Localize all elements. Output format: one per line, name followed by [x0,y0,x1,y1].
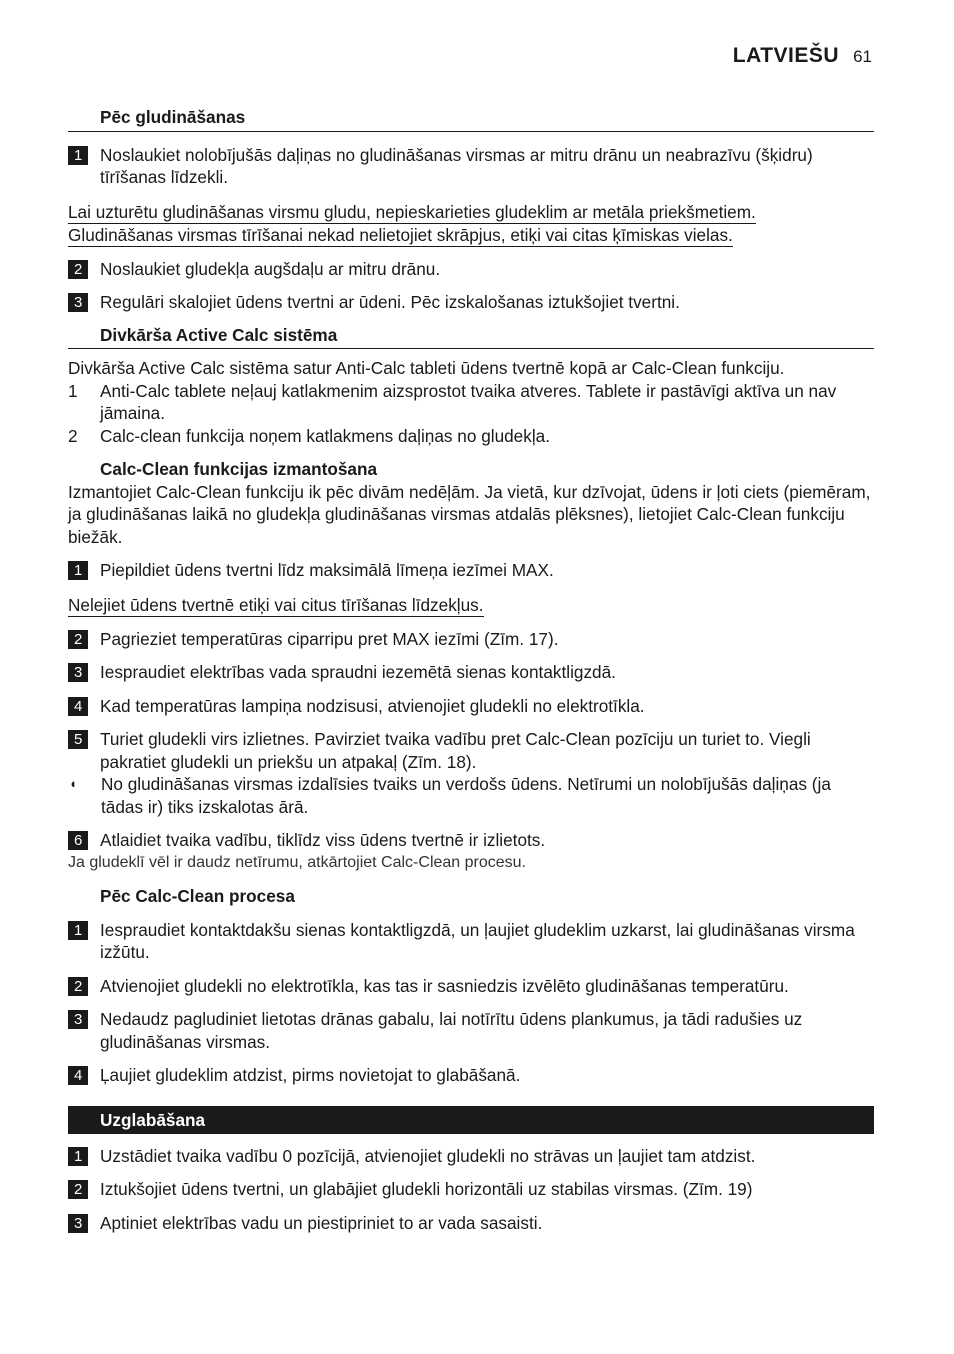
step-text: Piepildiet ūdens tvertni līdz maksimālā līmeņa iezīmei MAX. [100,560,554,580]
step-number: 3 [68,293,88,312]
section-title-after-ironing: Pēc gludināšanas [68,106,874,132]
step-item [68,919,874,964]
step-number: 4 [68,1066,88,1085]
page-content [68,106,874,1234]
step-number: 3 [68,1010,88,1029]
warning-note [68,594,874,617]
step-item [68,291,874,314]
step-number: 1 [68,1147,88,1166]
step-item [68,975,874,998]
paragraph: Izmantojiet Calc-Clean funkciju ik pēc divām nedēļām. Ja vietā, kur dzīvojat, ūdens ir ļoti ciets (piemēram, ja gludināšanas laikā no gludekļa gludināšanas virsmas atdalās plēksnes), lietojiet Calc-Clean funkciju biežāk. [68,481,871,547]
paragraph: Divkārša Active Calc sistēma satur Anti-Calc tableti ūdens tvertnē kopā ar Calc-Clean funkciju. [68,358,785,378]
list-text: Calc-clean funkcija noņem katlakmens daļiņas no gludekļa. [100,425,550,446]
step-number: 1 [68,146,88,165]
step-text: Atlaidiet tvaika vadību, tiklīdz viss ūdens tvertnē ir izlietots. [100,830,546,850]
page-header [733,44,872,68]
step-number: 5 [68,730,88,749]
step-item [68,661,874,684]
arrow-bullet-icon: ◖ [69,776,77,791]
step-text: Iztukšojiet ūdens tvertni, un glabājiet gludekli horizontāli uz stabilas virsmas. (Zīm. 19) [100,1179,753,1199]
step-item [68,695,874,718]
step-text: Aptiniet elektrības vadu un piestipriniet to ar vada sasaisti. [100,1212,543,1233]
result-item [68,773,874,818]
warning-note [68,201,874,247]
step-item [68,144,874,189]
step-text: Iespraudiet kontaktdakšu sienas kontaktligzdā, un ļaujiet gludeklim uzkarst, lai gludināšanas virsma izžūtu. [100,919,855,962]
step-item [68,1212,874,1235]
list-text: Anti-Calc tablete neļauj katlakmenim aizsprostot tvaika atveres. Tablete ir pastāvīgi aktīva un nav jāmaina. [100,380,837,423]
section-title-active-calc: Divkārša Active Calc sistēma [68,324,874,350]
note-text: Ja gludeklī vēl ir daudz netīrumu, atkārtojiet Calc-Clean procesu. [68,853,526,871]
step-item [68,258,874,281]
section-title-calc-clean: Calc-Clean funkcijas izmantošana [100,459,377,479]
step-number: 1 [68,561,88,580]
step-number: 3 [68,1214,88,1233]
step-number: 3 [68,663,88,682]
step-number: 2 [68,1180,88,1199]
warning-line: Gludināšanas virsmas tīrīšanai nekad nelietojiet skrāpjus, etiķi vai citas ķīmiskas vielas. [68,224,733,245]
step-text: Turiet gludekli virs izlietnes. Pavirziet tvaika vadību pret Calc-Clean pozīciju un turiet to. Viegli pakratiet gludekli un priekšu un atpakaļ (Zīm. 18). [100,729,811,772]
step-item [68,1178,874,1201]
section-title-storage: Uzglabāšana [68,1106,874,1134]
step-text: Regulāri skalojiet ūdens tvertni ar ūdeni. Pēc izskalošanas iztukšojiet tvertni. [100,292,680,312]
step-item [68,829,874,852]
step-text: Kad temperatūras lampiņa nodzisusi, atvienojiet gludekli no elektrotīkla. [100,695,645,716]
step-item [68,628,874,651]
step-text: Noslaukiet gludekļa augšdaļu ar mitru drānu. [100,258,441,279]
step-text: Pagrieziet temperatūras ciparripu pret MAX iezīmi (Zīm. 17). [100,628,559,649]
step-text: Iespraudiet elektrības vada spraudni iezemētā sienas kontaktligzdā. [100,662,616,682]
step-item [68,1008,874,1053]
step-text: Nedaudz pagludiniet lietotas drānas gabalu, lai notīrītu ūdens plankumus, ja tādi radušies uz gludināšanas virsmas. [100,1009,803,1052]
step-item [68,728,874,773]
step-text: Uzstādiet tvaika vadību 0 pozīcijā, atvienojiet gludekli no strāvas un ļaujiet tam atdzist. [100,1145,756,1166]
step-number: 2 [68,630,88,649]
step-item [68,559,874,582]
step-number: 1 [68,921,88,940]
step-item [68,1064,874,1087]
list-item [68,380,874,425]
language-label: LATVIEŠU [732,44,840,67]
list-item [68,425,874,448]
list-number: 2 [68,425,78,446]
step-number: 6 [68,831,88,850]
step-text: Atvienojiet gludekli no elektrotīkla, kas tas ir sasniedzis izvēlēto gludināšanas temperatūru. [100,975,789,996]
list-number: 1 [68,380,78,401]
warning-line: Lai uzturētu gludināšanas virsmu gludu, nepieskarieties gludeklim ar metāla priekšmetiem. [68,201,756,222]
step-number: 4 [68,697,88,716]
section-title-after-calc-clean: Pēc Calc-Clean procesa [100,886,295,906]
step-number: 2 [68,260,88,279]
result-text: No gludināšanas virsmas izdalīsies tvaiks un verdošs ūdens. Netīrumi un nolobījušās daļiņas (ja tādas ir) tiks izskalotas ārā. [101,774,831,817]
page-number: 61 [853,47,872,66]
step-text: Ļaujiet gludeklim atdzist, pirms novietojat to glabāšanā. [100,1065,521,1085]
step-number: 2 [68,977,88,996]
step-item [68,1145,874,1168]
warning-line: Nelejiet ūdens tvertnē etiķi vai citus tīrīšanas līdzekļus. [68,594,484,615]
step-text: Noslaukiet nolobījušās daļiņas no gludināšanas virsmas ar mitru drānu un neabrazīvu (šķidru) tīrīšanas līdzekli. [100,144,813,187]
